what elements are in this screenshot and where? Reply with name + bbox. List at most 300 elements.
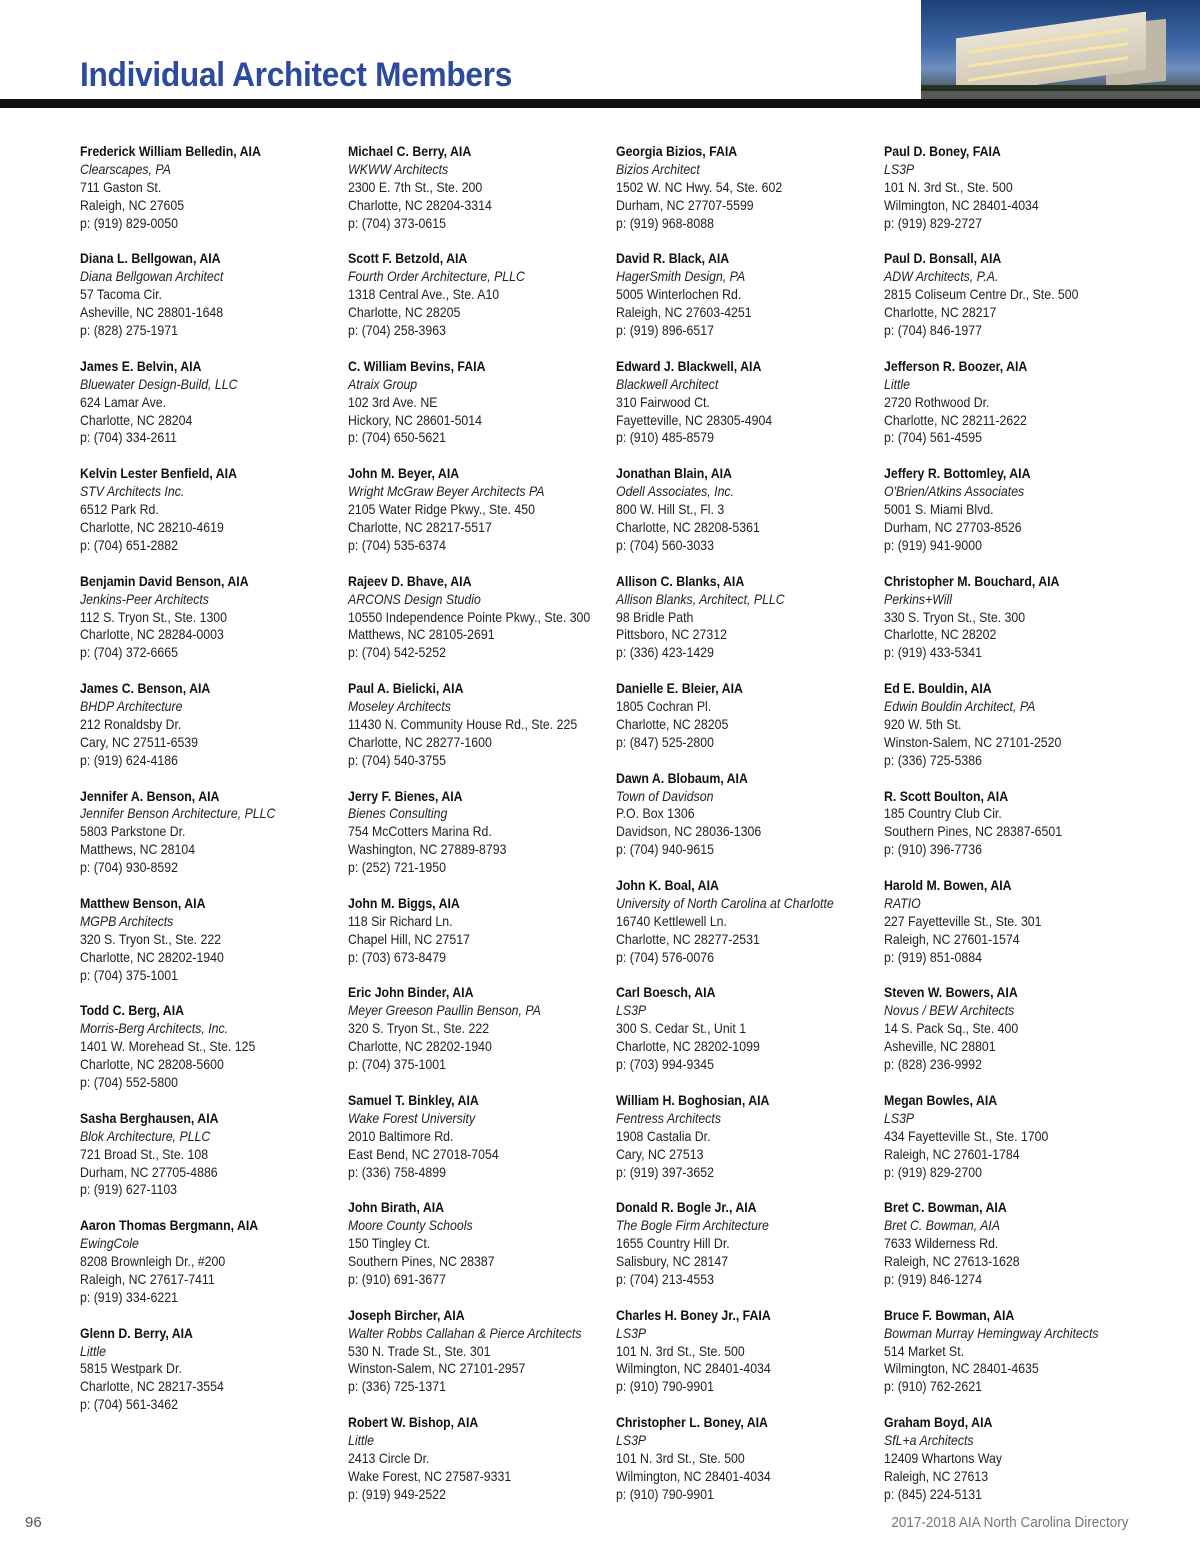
member-firm: Bluewater Design-Build, LLC bbox=[80, 375, 238, 392]
member-entry bbox=[348, 1414, 618, 1504]
member-address-line: Charlotte, NC 28205 bbox=[348, 304, 461, 321]
member-address-line: 10550 Independence Pointe Pkwy., Ste. 300 bbox=[348, 608, 591, 625]
member-name: Samuel T. Binkley, AIA bbox=[348, 1091, 479, 1108]
member-firm: LS3P bbox=[884, 160, 915, 177]
header-rule bbox=[0, 99, 1200, 108]
member-firm: Moore County Schools bbox=[348, 1217, 473, 1234]
member-name: John K. Boal, AIA bbox=[616, 877, 719, 894]
member-name: Jennifer A. Benson, AIA bbox=[80, 787, 220, 804]
member-address-line: Winston-Salem, NC 27101-2520 bbox=[884, 733, 1062, 750]
member-phone: p: (919) 829-2700 bbox=[884, 1163, 982, 1180]
member-name: Jerry F. Bienes, AIA bbox=[348, 787, 463, 804]
member-name: Diana L. Bellgowan, AIA bbox=[80, 250, 221, 267]
member-address-line: Matthews, NC 28105-2691 bbox=[348, 626, 495, 643]
member-phone: p: (704) 552-5800 bbox=[80, 1074, 178, 1090]
member-entry bbox=[80, 680, 350, 770]
member-address-line: Asheville, NC 28801-1648 bbox=[80, 304, 224, 321]
member-phone: p: (919) 627-1103 bbox=[80, 1181, 178, 1198]
member-entry bbox=[80, 465, 350, 555]
member-entry bbox=[348, 984, 618, 1074]
member-entry bbox=[348, 788, 618, 878]
member-name: Allison C. Blanks, AIA bbox=[616, 572, 745, 589]
member-address-line: Salisbury, NC 28147 bbox=[616, 1253, 729, 1270]
member-entry bbox=[348, 358, 618, 448]
member-entry bbox=[616, 984, 886, 1074]
member-name: Georgia Bizios, FAIA bbox=[616, 143, 738, 159]
directory-column-3 bbox=[616, 143, 886, 1522]
member-phone: p: (919) 433-5341 bbox=[884, 644, 982, 661]
member-address-line: Wilmington, NC 28401-4034 bbox=[884, 196, 1039, 213]
member-address-line: Charlotte, NC 28205 bbox=[616, 715, 729, 732]
member-name: James C. Benson, AIA bbox=[80, 680, 211, 697]
member-name: Christopher M. Bouchard, AIA bbox=[884, 572, 1060, 589]
member-address-line: Charlotte, NC 28208-5600 bbox=[80, 1056, 224, 1073]
member-firm: Edwin Bouldin Architect, PA bbox=[884, 698, 1036, 715]
member-entry bbox=[616, 1307, 886, 1397]
member-address-line: Winston-Salem, NC 27101-2957 bbox=[348, 1360, 526, 1377]
member-phone: p: (919) 949-2522 bbox=[348, 1485, 446, 1502]
member-address-line: 11430 N. Community House Rd., Ste. 225 bbox=[348, 715, 578, 732]
member-firm: RATIO bbox=[884, 894, 921, 911]
page-number: 96 bbox=[25, 1514, 42, 1531]
member-phone: p: (704) 542-5252 bbox=[348, 644, 446, 661]
member-name: Bret C. Bowman, AIA bbox=[884, 1199, 1007, 1216]
member-name: Harold M. Bowen, AIA bbox=[884, 877, 1012, 894]
member-firm: Little bbox=[884, 375, 911, 392]
member-firm: Blok Architecture, PLLC bbox=[80, 1127, 211, 1144]
member-name: Kelvin Lester Benfield, AIA bbox=[80, 465, 238, 482]
member-address-line: 7633 Wilderness Rd. bbox=[884, 1235, 999, 1252]
member-phone: p: (919) 896-6517 bbox=[616, 322, 714, 339]
member-firm: Atraix Group bbox=[348, 375, 418, 392]
member-address-line: Pittsboro, NC 27312 bbox=[616, 626, 727, 643]
member-address-line: 1502 W. NC Hwy. 54, Ste. 602 bbox=[616, 178, 783, 195]
member-entry bbox=[616, 250, 886, 340]
member-entry bbox=[348, 895, 618, 967]
member-address-line: 57 Tacoma Cir. bbox=[80, 286, 162, 303]
member-address-line: 300 S. Cedar St., Unit 1 bbox=[616, 1020, 747, 1037]
member-phone: p: (336) 725-5386 bbox=[884, 751, 982, 768]
member-name: Frederick William Belledin, AIA bbox=[80, 143, 261, 159]
member-entry bbox=[348, 465, 618, 555]
member-firm: WKWW Architects bbox=[348, 160, 449, 177]
member-address-line: Raleigh, NC 27601-1784 bbox=[884, 1145, 1020, 1162]
member-address-line: Charlotte, NC 28208-5361 bbox=[616, 518, 760, 535]
member-name: John M. Beyer, AIA bbox=[348, 465, 460, 482]
member-entry bbox=[884, 1307, 1154, 1397]
member-firm: HagerSmith Design, PA bbox=[616, 268, 746, 285]
member-address-line: Southern Pines, NC 28387 bbox=[348, 1253, 495, 1270]
member-name: R. Scott Boulton, AIA bbox=[884, 787, 1009, 804]
member-name: Todd C. Berg, AIA bbox=[80, 1002, 185, 1019]
member-address-line: Davidson, NC 28036-1306 bbox=[616, 823, 762, 840]
member-address-line: Hickory, NC 28601-5014 bbox=[348, 411, 482, 428]
member-entry bbox=[348, 680, 618, 770]
member-address-line: 2010 Baltimore Rd. bbox=[348, 1127, 454, 1144]
member-entry bbox=[616, 573, 886, 663]
window-band bbox=[968, 42, 1128, 67]
member-name: Megan Bowles, AIA bbox=[884, 1091, 998, 1108]
member-name: Joseph Bircher, AIA bbox=[348, 1306, 465, 1323]
member-address-line: 16740 Kettlewell Ln. bbox=[616, 912, 727, 929]
header-building-photo bbox=[921, 0, 1200, 99]
member-address-line: 800 W. Hill St., Fl. 3 bbox=[616, 501, 725, 518]
member-entry bbox=[616, 465, 886, 555]
member-address-line: 118 Sir Richard Ln. bbox=[348, 912, 453, 929]
member-address-line: Asheville, NC 28801 bbox=[884, 1038, 996, 1055]
member-name: John M. Biggs, AIA bbox=[348, 894, 460, 911]
member-entry bbox=[80, 1002, 350, 1092]
member-phone: p: (847) 525-2800 bbox=[616, 733, 714, 750]
member-phone: p: (704) 375-1001 bbox=[80, 966, 178, 983]
member-address-line: Charlotte, NC 28202-1099 bbox=[616, 1038, 760, 1055]
member-address-line: 310 Fairwood Ct. bbox=[616, 393, 710, 410]
member-firm: SfL+a Architects bbox=[884, 1432, 974, 1449]
member-name: Donald R. Bogle Jr., AIA bbox=[616, 1199, 757, 1216]
member-firm: Fourth Order Architecture, PLLC bbox=[348, 268, 525, 285]
member-entry bbox=[80, 788, 350, 878]
member-address-line: Raleigh, NC 27613-1628 bbox=[884, 1253, 1020, 1270]
member-address-line: 101 N. 3rd St., Ste. 500 bbox=[616, 1342, 745, 1359]
member-phone: p: (704) 560-3033 bbox=[616, 536, 714, 553]
member-address-line: P.O. Box 1306 bbox=[616, 805, 695, 822]
member-firm: Bret C. Bowman, AIA bbox=[884, 1217, 1000, 1234]
member-firm: LS3P bbox=[616, 1002, 647, 1019]
member-address-line: 2300 E. 7th St., Ste. 200 bbox=[348, 178, 483, 195]
directory-column-4 bbox=[884, 143, 1154, 1522]
member-address-line: 112 S. Tryon St., Ste. 1300 bbox=[80, 608, 228, 625]
member-entry bbox=[616, 143, 886, 233]
member-entry bbox=[884, 465, 1154, 555]
member-phone: p: (704) 373-0615 bbox=[348, 214, 446, 231]
member-address-line: 330 S. Tryon St., Ste. 300 bbox=[884, 608, 1026, 625]
member-phone: p: (910) 762-2621 bbox=[884, 1378, 982, 1395]
member-entry bbox=[884, 143, 1154, 233]
member-name: Matthew Benson, AIA bbox=[80, 894, 206, 911]
member-address-line: 1318 Central Ave., Ste. A10 bbox=[348, 286, 500, 303]
member-entry bbox=[616, 680, 886, 752]
member-address-line: Wake Forest, NC 27587-9331 bbox=[348, 1467, 512, 1484]
member-entry bbox=[616, 1092, 886, 1182]
member-address-line: Durham, NC 27705-4886 bbox=[80, 1163, 218, 1180]
member-address-line: 1401 W. Morehead St., Ste. 125 bbox=[80, 1038, 256, 1055]
member-entry bbox=[616, 770, 886, 860]
member-name: Michael C. Berry, AIA bbox=[348, 143, 472, 159]
member-firm: Little bbox=[348, 1432, 375, 1449]
member-phone: p: (704) 561-4595 bbox=[884, 429, 982, 446]
member-address-line: Wilmington, NC 28401-4034 bbox=[616, 1467, 771, 1484]
member-firm: ARCONS Design Studio bbox=[348, 590, 481, 607]
member-entry bbox=[884, 250, 1154, 340]
member-name: Ed E. Bouldin, AIA bbox=[884, 680, 992, 697]
member-name: Scott F. Betzold, AIA bbox=[348, 250, 468, 267]
member-name: Jeffery R. Bottomley, AIA bbox=[884, 465, 1031, 482]
member-address-line: Cary, NC 27513 bbox=[616, 1145, 704, 1162]
member-name: Rajeev D. Bhave, AIA bbox=[348, 572, 472, 589]
member-address-line: Charlotte, NC 28217-3554 bbox=[80, 1378, 224, 1395]
member-name: Benjamin David Benson, AIA bbox=[80, 572, 249, 589]
member-address-line: 8208 Brownleigh Dr., #200 bbox=[80, 1253, 226, 1270]
member-name: Glenn D. Berry, AIA bbox=[80, 1324, 193, 1341]
member-address-line: 5815 Westpark Dr. bbox=[80, 1360, 182, 1377]
member-entry bbox=[884, 573, 1154, 663]
member-address-line: Fayetteville, NC 28305-4904 bbox=[616, 411, 773, 428]
member-address-line: 721 Broad St., Ste. 108 bbox=[80, 1145, 209, 1162]
member-name: Christopher L. Boney, AIA bbox=[616, 1414, 768, 1431]
member-address-line: Southern Pines, NC 28387-6501 bbox=[884, 823, 1063, 840]
member-entry bbox=[616, 877, 886, 967]
member-firm: LS3P bbox=[616, 1432, 647, 1449]
member-name: Jefferson R. Boozer, AIA bbox=[884, 357, 1028, 374]
member-name: Paul D. Bonsall, AIA bbox=[884, 250, 1002, 267]
member-name: James E. Belvin, AIA bbox=[80, 357, 202, 374]
member-address-line: 320 S. Tryon St., Ste. 222 bbox=[348, 1020, 490, 1037]
member-name: C. William Bevins, FAIA bbox=[348, 357, 486, 374]
member-phone: p: (704) 258-3963 bbox=[348, 322, 446, 339]
member-phone: p: (704) 940-9615 bbox=[616, 841, 714, 858]
member-address-line: 12409 Whartons Way bbox=[884, 1449, 1003, 1466]
member-phone: p: (704) 561-3462 bbox=[80, 1396, 178, 1413]
member-address-line: 754 McCotters Marina Rd. bbox=[348, 823, 492, 840]
member-entry bbox=[884, 877, 1154, 967]
directory-column-1 bbox=[80, 143, 350, 1432]
member-address-line: Charlotte, NC 28202-1940 bbox=[80, 948, 224, 965]
member-firm: BHDP Architecture bbox=[80, 698, 183, 715]
member-firm: EwingCole bbox=[80, 1235, 139, 1252]
member-address-line: Washington, NC 27889-8793 bbox=[348, 841, 507, 858]
member-firm: Town of Davidson bbox=[616, 787, 714, 804]
member-entry bbox=[80, 573, 350, 663]
window-band bbox=[968, 56, 1128, 81]
member-address-line: Charlotte, NC 28202 bbox=[884, 626, 997, 643]
member-address-line: Charlotte, NC 28217 bbox=[884, 304, 997, 321]
member-address-line: Charlotte, NC 28211-2622 bbox=[884, 411, 1027, 428]
member-phone: p: (919) 846-1274 bbox=[884, 1270, 982, 1287]
member-address-line: Cary, NC 27511-6539 bbox=[80, 733, 199, 750]
member-phone: p: (919) 624-4186 bbox=[80, 751, 178, 768]
page-header bbox=[0, 0, 1200, 110]
member-address-line: 102 3rd Ave. NE bbox=[348, 393, 438, 410]
member-entry bbox=[80, 1217, 350, 1307]
member-name: Dawn A. Blobaum, AIA bbox=[616, 769, 748, 786]
member-firm: O'Brien/Atkins Associates bbox=[884, 483, 1025, 500]
member-address-line: Charlotte, NC 28210-4619 bbox=[80, 518, 224, 535]
member-firm: Perkins+Will bbox=[884, 590, 953, 607]
member-name: Bruce F. Bowman, AIA bbox=[884, 1306, 1015, 1323]
member-address-line: 5005 Winterlochen Rd. bbox=[616, 286, 742, 303]
member-entry bbox=[80, 143, 350, 233]
member-name: Robert W. Bishop, AIA bbox=[348, 1414, 479, 1431]
member-phone: p: (919) 829-2727 bbox=[884, 214, 982, 231]
member-address-line: Raleigh, NC 27601-1574 bbox=[884, 930, 1020, 947]
member-entry bbox=[884, 680, 1154, 770]
member-address-line: Wilmington, NC 28401-4034 bbox=[616, 1360, 771, 1377]
member-address-line: Charlotte, NC 28202-1940 bbox=[348, 1038, 492, 1055]
member-address-line: 2105 Water Ridge Pkwy., Ste. 450 bbox=[348, 501, 535, 518]
member-address-line: 920 W. 5th St. bbox=[884, 715, 962, 732]
member-address-line: Charlotte, NC 28217-5517 bbox=[348, 518, 492, 535]
member-entry bbox=[884, 788, 1154, 860]
member-entry bbox=[884, 1414, 1154, 1504]
member-address-line: 98 Bridle Path bbox=[616, 608, 694, 625]
member-address-line: 2720 Rothwood Dr. bbox=[884, 393, 990, 410]
member-firm: STV Architects Inc. bbox=[80, 483, 185, 500]
member-phone: p: (919) 334-6221 bbox=[80, 1288, 178, 1305]
member-address-line: 227 Fayetteville St., Ste. 301 bbox=[884, 912, 1042, 929]
member-name: Jonathan Blain, AIA bbox=[616, 465, 732, 482]
member-name: Sasha Berghausen, AIA bbox=[80, 1109, 219, 1126]
member-address-line: 711 Gaston St. bbox=[80, 178, 162, 195]
member-name: John Birath, AIA bbox=[348, 1199, 445, 1216]
member-firm: MGPB Architects bbox=[80, 912, 174, 929]
member-address-line: Charlotte, NC 28204 bbox=[80, 411, 193, 428]
member-address-line: 5803 Parkstone Dr. bbox=[80, 823, 186, 840]
member-address-line: Durham, NC 27707-5599 bbox=[616, 196, 754, 213]
member-firm: Jennifer Benson Architecture, PLLC bbox=[80, 805, 276, 822]
member-phone: p: (704) 651-2882 bbox=[80, 536, 178, 553]
member-name: Graham Boyd, AIA bbox=[884, 1414, 993, 1431]
member-phone: p: (828) 275-1971 bbox=[80, 322, 178, 339]
member-phone: p: (704) 213-4553 bbox=[616, 1270, 714, 1287]
member-phone: p: (910) 485-8579 bbox=[616, 429, 714, 446]
member-phone: p: (919) 851-0884 bbox=[884, 948, 982, 965]
member-phone: p: (252) 721-1950 bbox=[348, 859, 446, 876]
member-entry bbox=[884, 1199, 1154, 1289]
member-entry bbox=[884, 358, 1154, 448]
member-phone: p: (703) 673-8479 bbox=[348, 948, 446, 965]
member-firm: Moseley Architects bbox=[348, 698, 451, 715]
member-entry bbox=[80, 358, 350, 448]
member-firm: Clearscapes, PA bbox=[80, 160, 171, 177]
member-phone: p: (336) 758-4899 bbox=[348, 1163, 446, 1180]
member-address-line: 530 N. Trade St., Ste. 301 bbox=[348, 1342, 491, 1359]
member-phone: p: (703) 994-9345 bbox=[616, 1056, 714, 1073]
member-entry bbox=[348, 1092, 618, 1182]
member-entry bbox=[616, 1414, 886, 1504]
member-entry bbox=[348, 143, 618, 233]
member-name: Aaron Thomas Bergmann, AIA bbox=[80, 1217, 259, 1234]
member-firm: Bienes Consulting bbox=[348, 805, 448, 822]
member-address-line: 6512 Park Rd. bbox=[80, 501, 159, 518]
member-phone: p: (704) 375-1001 bbox=[348, 1056, 446, 1073]
member-phone: p: (704) 650-5621 bbox=[348, 429, 446, 446]
member-address-line: Charlotte, NC 28277-2531 bbox=[616, 930, 760, 947]
member-address-line: Chapel Hill, NC 27517 bbox=[348, 930, 470, 947]
member-name: Danielle E. Bleier, AIA bbox=[616, 680, 743, 697]
member-entry bbox=[348, 1307, 618, 1397]
member-address-line: Durham, NC 27703-8526 bbox=[884, 518, 1022, 535]
member-name: Charles H. Boney Jr., FAIA bbox=[616, 1306, 771, 1323]
road bbox=[921, 91, 1200, 99]
member-phone: p: (704) 535-6374 bbox=[348, 536, 446, 553]
member-address-line: Charlotte, NC 28204-3314 bbox=[348, 196, 492, 213]
member-phone: p: (919) 397-3652 bbox=[616, 1163, 714, 1180]
member-firm: Morris-Berg Architects, Inc. bbox=[80, 1020, 229, 1037]
member-phone: p: (919) 829-0050 bbox=[80, 214, 178, 231]
member-phone: p: (704) 372-6665 bbox=[80, 644, 178, 661]
member-firm: Walter Robbs Callahan & Pierce Architects bbox=[348, 1324, 582, 1341]
member-name: Carl Boesch, AIA bbox=[616, 984, 716, 1001]
member-address-line: 5001 S. Miami Blvd. bbox=[884, 501, 994, 518]
member-firm: Diana Bellgowan Architect bbox=[80, 268, 224, 285]
member-address-line: Matthews, NC 28104 bbox=[80, 841, 196, 858]
member-phone: p: (910) 691-3677 bbox=[348, 1270, 446, 1287]
member-firm: Wake Forest University bbox=[348, 1109, 476, 1126]
member-firm: Novus / BEW Architects bbox=[884, 1002, 1015, 1019]
member-address-line: 2413 Circle Dr. bbox=[348, 1449, 430, 1466]
member-firm: Blackwell Architect bbox=[616, 375, 719, 392]
member-address-line: 1655 Country Hill Dr. bbox=[616, 1235, 730, 1252]
member-phone: p: (828) 236-9992 bbox=[884, 1056, 982, 1073]
member-name: Paul D. Boney, FAIA bbox=[884, 143, 1001, 159]
member-address-line: 101 N. 3rd St., Ste. 500 bbox=[884, 178, 1013, 195]
member-name: David R. Black, AIA bbox=[616, 250, 730, 267]
member-firm: Wright McGraw Beyer Architects PA bbox=[348, 483, 545, 500]
member-firm: University of North Carolina at Charlotte bbox=[616, 894, 834, 911]
member-name: Edward J. Blackwell, AIA bbox=[616, 357, 762, 374]
member-entry bbox=[80, 1110, 350, 1200]
member-phone: p: (910) 790-9901 bbox=[616, 1378, 714, 1395]
member-firm: Meyer Greeson Paullin Benson, PA bbox=[348, 1002, 541, 1019]
member-firm: The Bogle Firm Architecture bbox=[616, 1217, 769, 1234]
member-phone: p: (704) 540-3755 bbox=[348, 751, 446, 768]
member-phone: p: (704) 846-1977 bbox=[884, 322, 982, 339]
page-title: Individual Architect Members bbox=[80, 56, 513, 94]
directory-column-2 bbox=[348, 143, 618, 1522]
member-firm: Jenkins-Peer Architects bbox=[80, 590, 209, 607]
member-firm: Little bbox=[80, 1342, 107, 1359]
member-address-line: 624 Lamar Ave. bbox=[80, 393, 167, 410]
member-firm: Bowman Murray Hemingway Architects bbox=[884, 1324, 1099, 1341]
member-phone: p: (704) 576-0076 bbox=[616, 948, 714, 965]
member-entry bbox=[80, 250, 350, 340]
member-phone: p: (910) 790-9901 bbox=[616, 1485, 714, 1502]
member-phone: p: (704) 930-8592 bbox=[80, 859, 178, 876]
member-phone: p: (919) 941-9000 bbox=[884, 536, 982, 553]
member-address-line: Charlotte, NC 28284-0003 bbox=[80, 626, 224, 643]
member-address-line: Raleigh, NC 27603-4251 bbox=[616, 304, 752, 321]
member-address-line: 1908 Castalia Dr. bbox=[616, 1127, 711, 1144]
member-name: Paul A. Bielicki, AIA bbox=[348, 680, 464, 697]
member-entry bbox=[348, 573, 618, 663]
member-entry bbox=[348, 250, 618, 340]
member-address-line: 2815 Coliseum Centre Dr., Ste. 500 bbox=[884, 286, 1079, 303]
member-address-line: 185 Country Club Cir. bbox=[884, 805, 1002, 822]
member-firm: ADW Architects, P.A. bbox=[884, 268, 999, 285]
member-phone: p: (919) 968-8088 bbox=[616, 214, 714, 231]
member-firm: Odell Associates, Inc. bbox=[616, 483, 735, 500]
member-entry bbox=[348, 1199, 618, 1289]
member-name: William H. Boghosian, AIA bbox=[616, 1091, 770, 1108]
member-entry bbox=[884, 984, 1154, 1074]
member-phone: p: (704) 334-2611 bbox=[80, 429, 178, 446]
member-phone: p: (336) 423-1429 bbox=[616, 644, 714, 661]
member-firm: Fentress Architects bbox=[616, 1109, 721, 1126]
member-phone: p: (910) 396-7736 bbox=[884, 841, 982, 858]
member-phone: p: (336) 725-1371 bbox=[348, 1378, 446, 1395]
member-name: Eric John Binder, AIA bbox=[348, 984, 474, 1001]
member-address-line: 434 Fayetteville St., Ste. 1700 bbox=[884, 1127, 1049, 1144]
member-address-line: 14 S. Pack Sq., Ste. 400 bbox=[884, 1020, 1019, 1037]
member-address-line: East Bend, NC 27018-7054 bbox=[348, 1145, 499, 1162]
member-entry bbox=[616, 1199, 886, 1289]
member-firm: Bizios Architect bbox=[616, 160, 700, 177]
member-address-line: 150 Tingley Ct. bbox=[348, 1235, 431, 1252]
member-address-line: 514 Market St. bbox=[884, 1342, 965, 1359]
member-phone: p: (845) 224-5131 bbox=[884, 1485, 982, 1502]
member-entry bbox=[616, 358, 886, 448]
member-address-line: Charlotte, NC 28277-1600 bbox=[348, 733, 492, 750]
